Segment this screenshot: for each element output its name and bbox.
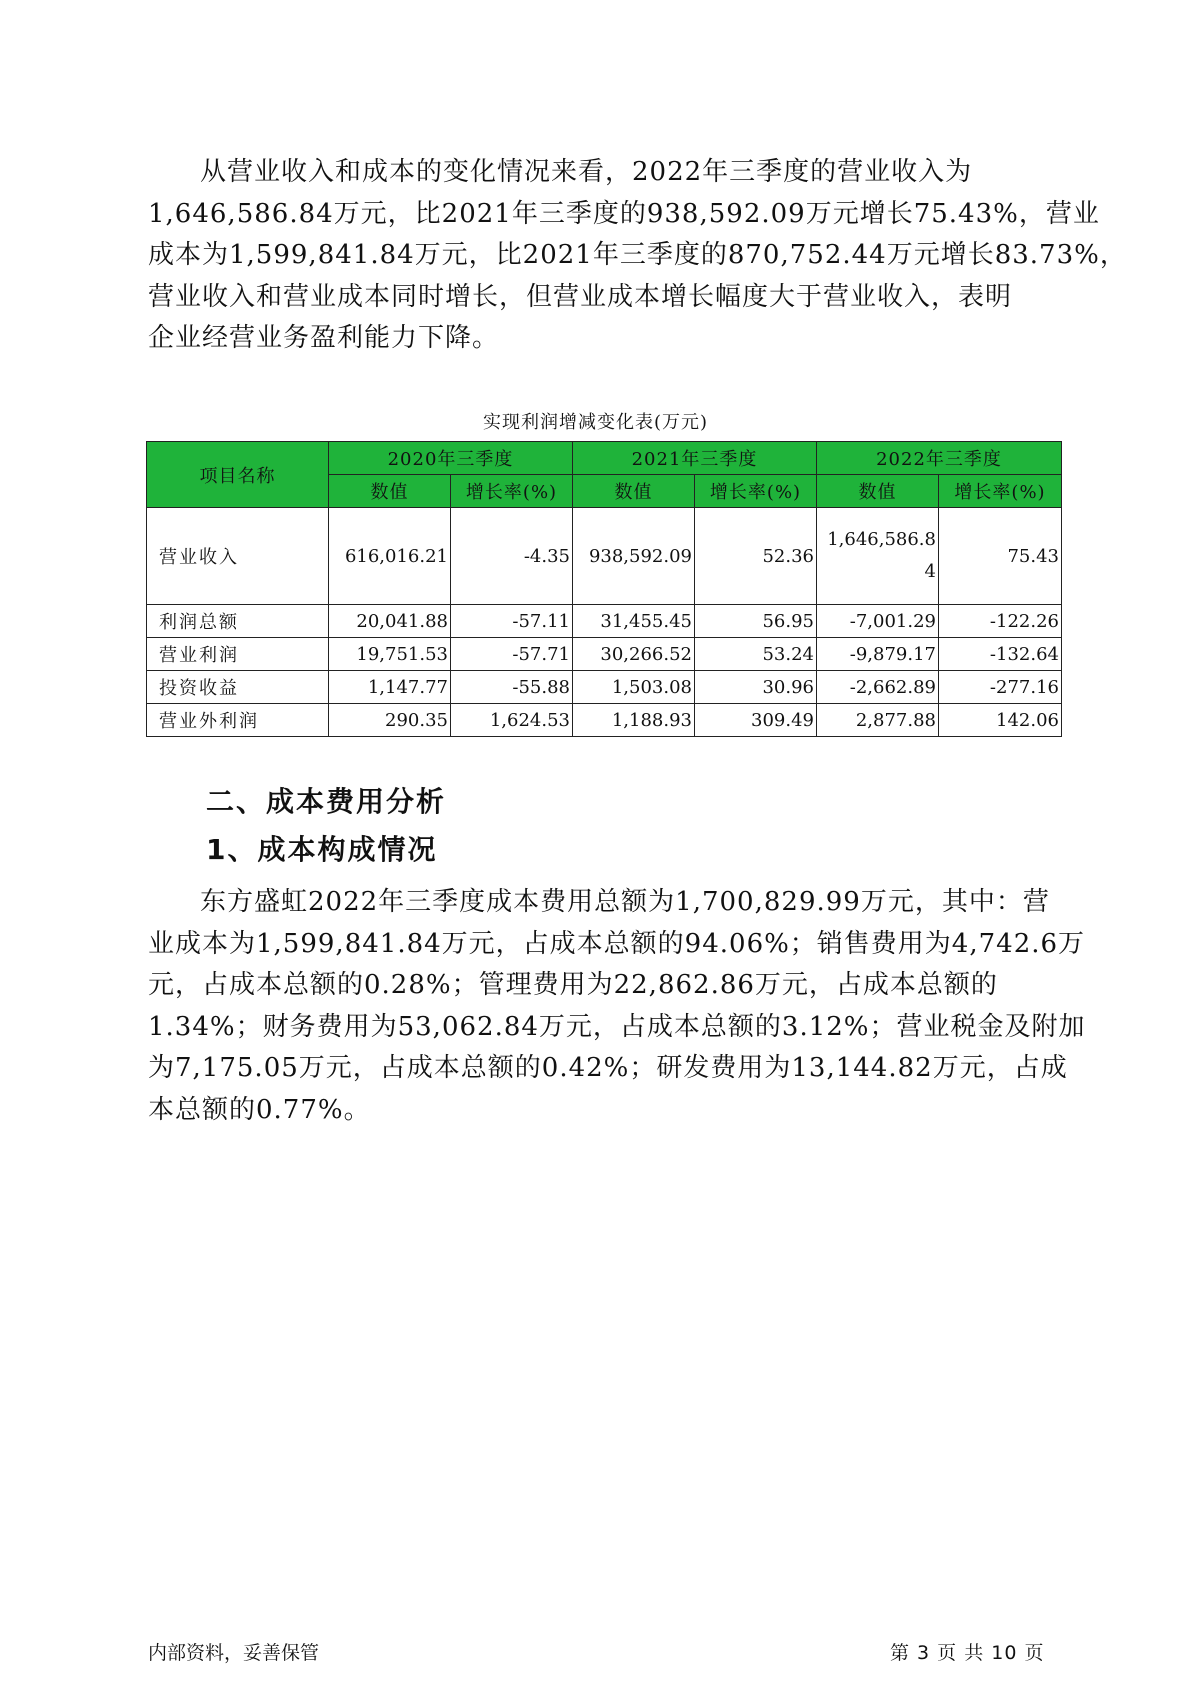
footer-confidential-note: 内部资料，妥善保管 xyxy=(148,1642,320,1664)
revenue-cost-paragraph xyxy=(148,152,1127,360)
table-cell: 53.24 xyxy=(695,638,817,671)
table-cell: 938,592.09 xyxy=(573,508,695,605)
table-cell: -7,001.29 xyxy=(817,605,939,638)
value-header: 数值 xyxy=(573,475,695,508)
table-cell: 1,646,586.84 xyxy=(817,508,939,605)
table-cell: 1,188.93 xyxy=(573,704,695,737)
rate-header: 增长率(%) xyxy=(695,475,817,508)
section-heading: 二、成本费用分析 xyxy=(206,785,447,818)
table-cell: -122.26 xyxy=(939,605,1062,638)
paragraph-line: 企业经营业务盈利能力下降。 xyxy=(148,323,500,353)
table-row xyxy=(147,508,1062,605)
table-row xyxy=(147,704,1062,737)
row-name: 利润总额 xyxy=(147,605,329,638)
period-header-2022: 2022年三季度 xyxy=(817,442,1062,475)
paragraph-line: 东方盛虹2022年三季度成本费用总额为1,700,829.99万元，其中：营 xyxy=(200,887,1050,917)
table-cell: 2,877.88 xyxy=(817,704,939,737)
table-cell: 616,016.21 xyxy=(329,508,451,605)
period-header-2021: 2021年三季度 xyxy=(573,442,817,475)
table-cell: 56.95 xyxy=(695,605,817,638)
table-cell: 20,041.88 xyxy=(329,605,451,638)
table-cell: -57.71 xyxy=(451,638,573,671)
value-header: 数值 xyxy=(329,475,451,508)
paragraph-line: 1,646,586.84万元，比2021年三季度的938,592.09万元增长75.43%，营业 xyxy=(148,198,1100,229)
table-cell: -132.64 xyxy=(939,638,1062,671)
table-cell: 309.49 xyxy=(695,704,817,737)
paragraph-line: 1.34%；财务费用为53,062.84万元，占成本总额的3.12%；营业税金及附加 xyxy=(148,1011,1086,1042)
table-cell: -55.88 xyxy=(451,671,573,704)
row-name: 营业利润 xyxy=(147,638,329,671)
row-name: 投资收益 xyxy=(147,671,329,704)
period-header-2020: 2020年三季度 xyxy=(329,442,573,475)
table-cell: -277.16 xyxy=(939,671,1062,704)
table-cell: 30,266.52 xyxy=(573,638,695,671)
value-header: 数值 xyxy=(817,475,939,508)
rate-header: 增长率(%) xyxy=(939,475,1062,508)
table-cell: 290.35 xyxy=(329,704,451,737)
table-cell: 52.36 xyxy=(695,508,817,605)
row-name: 营业外利润 xyxy=(147,704,329,737)
table-cell: -57.11 xyxy=(451,605,573,638)
paragraph-line: 业成本为1,599,841.84万元，占成本总额的94.06%；销售费用为4,742.6万 xyxy=(148,928,1086,959)
paragraph-line: 为7,175.05万元，占成本总额的0.42%；研发费用为13,144.82万元，占成 xyxy=(148,1053,1068,1083)
table-cell: 1,624.53 xyxy=(451,704,573,737)
paragraph-line: 从营业收入和成本的变化情况来看，2022年三季度的营业收入为 xyxy=(200,157,973,187)
footer-page-number: 第 3 页 共 10 页 xyxy=(890,1642,1045,1664)
cost-composition-paragraph xyxy=(148,882,1086,1131)
paragraph-line: 元，占成本总额的0.28%；管理费用为22,862.86万元，占成本总额的 xyxy=(148,970,998,1000)
table-caption: 实现利润增减变化表(万元) xyxy=(482,412,709,433)
table-cell: 1,147.77 xyxy=(329,671,451,704)
table-cell: -4.35 xyxy=(451,508,573,605)
table-cell: 1,503.08 xyxy=(573,671,695,704)
table-cell: 142.06 xyxy=(939,704,1062,737)
table-cell: -2,662.89 xyxy=(817,671,939,704)
table-row xyxy=(147,671,1062,704)
profit-change-table xyxy=(146,441,1062,737)
paragraph-line: 成本为1,599,841.84万元，比2021年三季度的870,752.44万元增长83.73%， xyxy=(148,240,1127,270)
table-row xyxy=(147,605,1062,638)
table-cell: 19,751.53 xyxy=(329,638,451,671)
table-cell: 75.43 xyxy=(939,508,1062,605)
table-row xyxy=(147,638,1062,671)
paragraph-line: 营业收入和营业成本同时增长，但营业成本增长幅度大于营业收入，表明 xyxy=(148,281,1013,312)
rate-header: 增长率(%) xyxy=(451,475,573,508)
table-cell: 31,455.45 xyxy=(573,605,695,638)
paragraph-line: 本总额的0.77%。 xyxy=(148,1094,371,1125)
subsection-heading: 1、成本构成情况 xyxy=(206,833,438,866)
table-cell: 30.96 xyxy=(695,671,817,704)
item-name-header: 项目名称 xyxy=(147,442,329,508)
table-cell: -9,879.17 xyxy=(817,638,939,671)
row-name: 营业收入 xyxy=(147,508,329,605)
